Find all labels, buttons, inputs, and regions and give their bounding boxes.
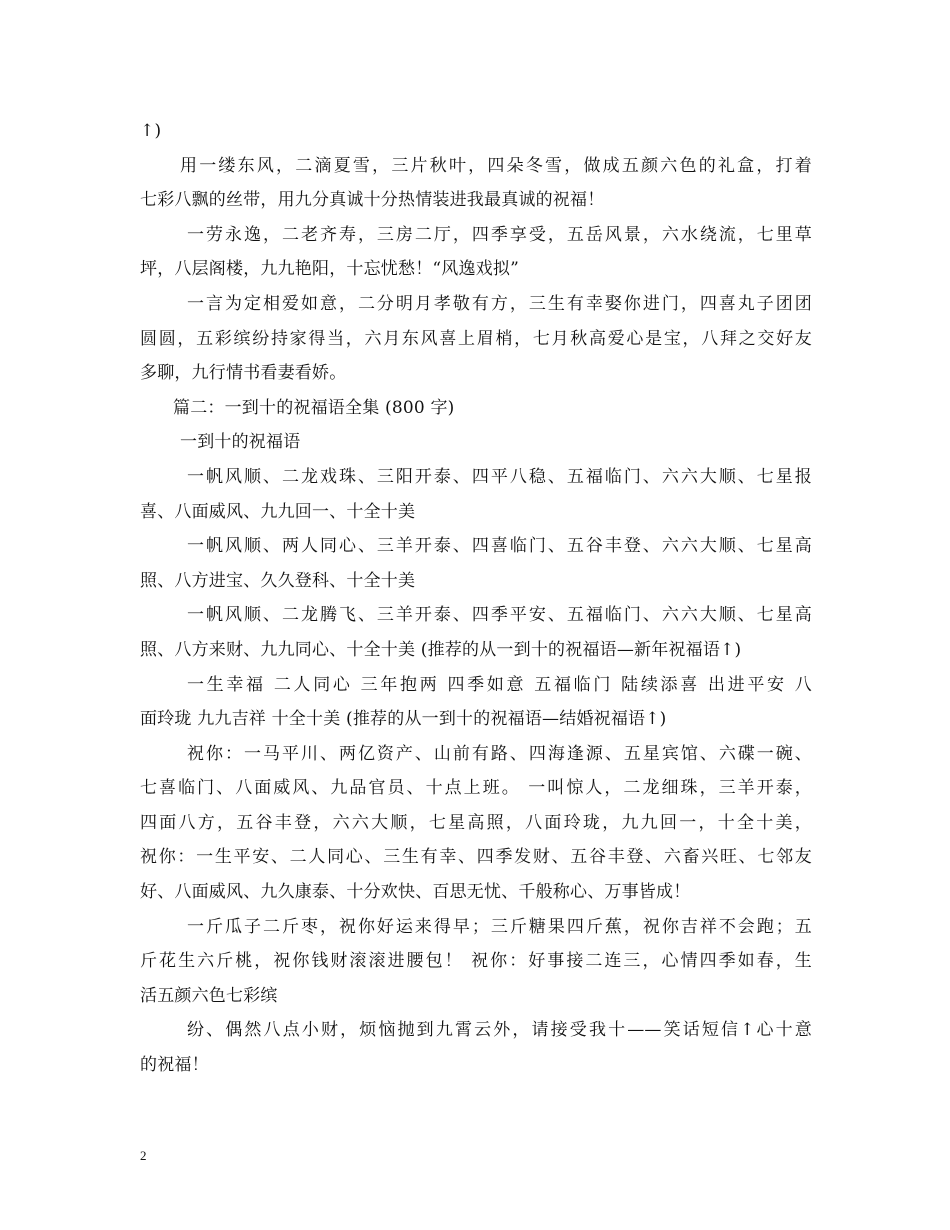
text-line: 照、八方来财、九九同心、十全十美 (推荐的从一到十的祝福语—新年祝福语↑) xyxy=(140,639,742,660)
text-line: 一帆风顺、两人同心、三羊开泰、四喜临门、五谷丰登、六六大顺、七星高 xyxy=(187,536,812,557)
text-line: 一生幸福 二人同心 三年抱两 四季如意 五福临门 陆续添喜 出进平安 八 xyxy=(187,674,812,695)
text-line: 篇二：一到十的祝福语全集 (800 字) xyxy=(173,397,455,418)
text-line: 七彩八飘的丝带，用九分真诚十分热情装进我最真诚的祝福！ xyxy=(140,190,605,211)
text-line: ↑) xyxy=(140,121,162,141)
text-line: 祝你：一马平川、两亿资产、山前有路、四海逢源、五星宾馆、六碟一碗、 xyxy=(187,743,812,764)
text-line: 喜、八面威风、九九回一、十全十美 xyxy=(140,501,416,522)
text-line: 一帆风顺、二龙腾飞、三羊开泰、四季平安、五福临门、六六大顺、七星高 xyxy=(187,605,812,626)
text-line: 照、八方进宝、久久登科、十全十美 xyxy=(140,570,416,591)
text-line: 用一缕东风，二滴夏雪，三片秋叶，四朵冬雪，做成五颜六色的礼盒，打着 xyxy=(180,155,812,176)
text-line: 一劳永逸，二老齐寿，三房二厅，四季享受，五岳风景，六水绕流，七里草 xyxy=(187,224,812,245)
text-line: 圆圆，五彩缤纷持家得当，六月东风喜上眉梢，七月秋高爱心是宝，八拜之交好友 xyxy=(140,328,812,349)
text-line: 一言为定相爱如意，二分明月孝敬有方，三生有幸娶你进门，四喜丸子团团 xyxy=(187,293,812,314)
page-number: 2 xyxy=(140,1148,147,1163)
text-line: 多聊，九行情书看妻看娇。 xyxy=(140,363,347,384)
text-line: 纷、偶然八点小财，烦恼抛到九霄云外，请接受我十——笑话短信↑心十意 xyxy=(187,1020,812,1041)
text-line: 活五颜六色七彩缤 xyxy=(140,985,278,1006)
text-line: 一到十的祝福语 xyxy=(180,432,301,453)
text-line: 一斤瓜子二斤枣，祝你好运来得早；三斤糖果四斤蕉，祝你吉祥不会跑；五 xyxy=(187,916,812,937)
text-line: 斤花生六斤桃，祝你钱财滚滚进腰包！ 祝你：好事接二连三，心情四季如春，生 xyxy=(140,951,812,972)
text-line: 坪，八层阁楼，九九艳阳，十忘忧愁！“风逸戏拟” xyxy=(140,259,519,280)
text-line: 祝你：一生平安、二人同心、三生有幸、四季发财、五谷丰登、六畜兴旺、七邻友 xyxy=(140,847,812,868)
text-line: 好、八面威风、九久康泰、十分欢快、百思无忧、千般称心、万事皆成！ xyxy=(140,882,691,903)
document-body xyxy=(140,114,812,1083)
text-line: 的祝福！ xyxy=(140,1055,209,1076)
text-line: 七喜临门、八面威风、九品官员、十点上班。 一叫惊人，二龙细珠，三羊开泰， xyxy=(140,778,812,799)
text-line: 一帆风顺、二龙戏珠、三阳开泰、四平八稳、五福临门、六六大顺、七星报 xyxy=(187,466,812,487)
text-line: 面玲珑 九九吉祥 十全十美 (推荐的从一到十的祝福语—结婚祝福语↑) xyxy=(140,709,667,730)
text-line: 四面八方，五谷丰登，六六大顺，七星高照，八面玲珑，九九回一，十全十美， xyxy=(140,812,812,833)
